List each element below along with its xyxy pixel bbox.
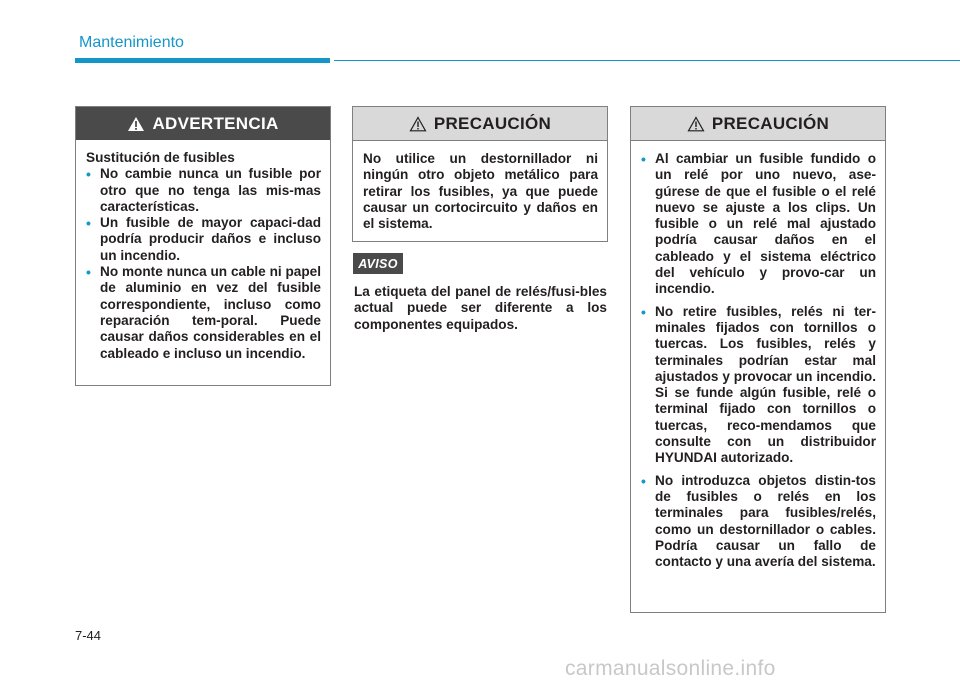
warning-box <box>75 106 331 386</box>
bullet-icon: • <box>641 303 646 320</box>
caution-list <box>641 151 876 570</box>
list-item <box>86 166 321 215</box>
caution-box-middle <box>352 106 608 242</box>
page-number: 7-44 <box>75 628 102 643</box>
bullet-icon: • <box>86 264 91 281</box>
warning-box-intro: Sustitución de fusibles <box>86 150 235 165</box>
list-item <box>641 473 876 571</box>
list-item <box>641 151 876 298</box>
list-item-text: No retire fusibles, relés ni ter-minales fijados con tornillos o tuercas. Los fusibles, relés y terminales podrían estar mal ajustados y provocar un incendio. Si se funde algún fusible, relé o terminal fijado con tornillos o tuercas, reco-mendamos que consulte con un distribuidor HYUNDAI autorizado. <box>655 303 876 466</box>
section-title: Mantenimiento <box>79 34 184 51</box>
caution-box-middle-title: PRECAUCIÓN <box>433 113 552 133</box>
notice-text: La etiqueta del panel de relés/fusi-bles actual puede ser diferente a los componentes equipados. <box>354 284 607 332</box>
list-item <box>86 215 321 264</box>
notice-badge: AVISO <box>353 253 403 274</box>
caution-box-right-title: PRECAUCIÓN <box>711 113 830 133</box>
caution-triangle-icon <box>409 116 427 132</box>
list-item-text: No introduzca objetos distin-tos de fusibles o relés en los terminales para fusibles/relés, como un destornillador o cables. Podría causar un fallo de contacto y una avería del sistema. <box>655 472 876 570</box>
warning-list <box>86 166 321 362</box>
header-rule-thin <box>334 60 960 61</box>
warning-triangle-icon <box>127 116 145 132</box>
caution-box-middle-text: No utilice un destornillador ni ningún otro objeto metálico para retirar los fusibles, ya que puede causar un cortocircuito y daños en el sistema. <box>363 151 598 232</box>
warning-box-body <box>76 140 330 362</box>
bullet-icon: • <box>641 472 646 489</box>
list-item <box>86 264 321 362</box>
caution-box-middle-body <box>353 141 607 232</box>
bullet-icon: • <box>86 215 91 232</box>
caution-triangle-icon <box>687 116 705 132</box>
list-item-text: Al cambiar un fusible fundido o un relé por uno nuevo, ase-gúrese de que el fusible o el relé nuevo se ajuste a los clips. Un fusible o un relé mal ajustado podría causar daños en el cableado y el sistema eléctrico del vehículo y provo-car un incendio. <box>655 151 876 297</box>
warning-box-header <box>76 107 330 140</box>
header-rule-thick <box>75 58 330 63</box>
list-item-text: Un fusible de mayor capaci-dad podría producir daños e incluso un incendio. <box>100 215 321 263</box>
caution-box-right-header <box>631 107 885 141</box>
warning-box-title: ADVERTENCIA <box>152 113 279 133</box>
bullet-icon: • <box>641 151 646 167</box>
bullet-icon: • <box>86 166 91 183</box>
list-item-text: No monte nunca un cable ni papel de aluminio en vez del fusible correspondiente, incluso como reparación tem-poral. Puede causar daños considerables en el cableado e incluso un incendio. <box>100 264 321 361</box>
caution-box-middle-header <box>353 107 607 141</box>
list-item-text: No cambie nunca un fusible por otro que no tenga las mis-mas características. <box>100 166 321 214</box>
caution-box-right <box>630 106 886 613</box>
watermark: carmanualsonline.info <box>565 657 776 680</box>
caution-box-right-body <box>631 141 885 570</box>
list-item <box>641 304 876 467</box>
